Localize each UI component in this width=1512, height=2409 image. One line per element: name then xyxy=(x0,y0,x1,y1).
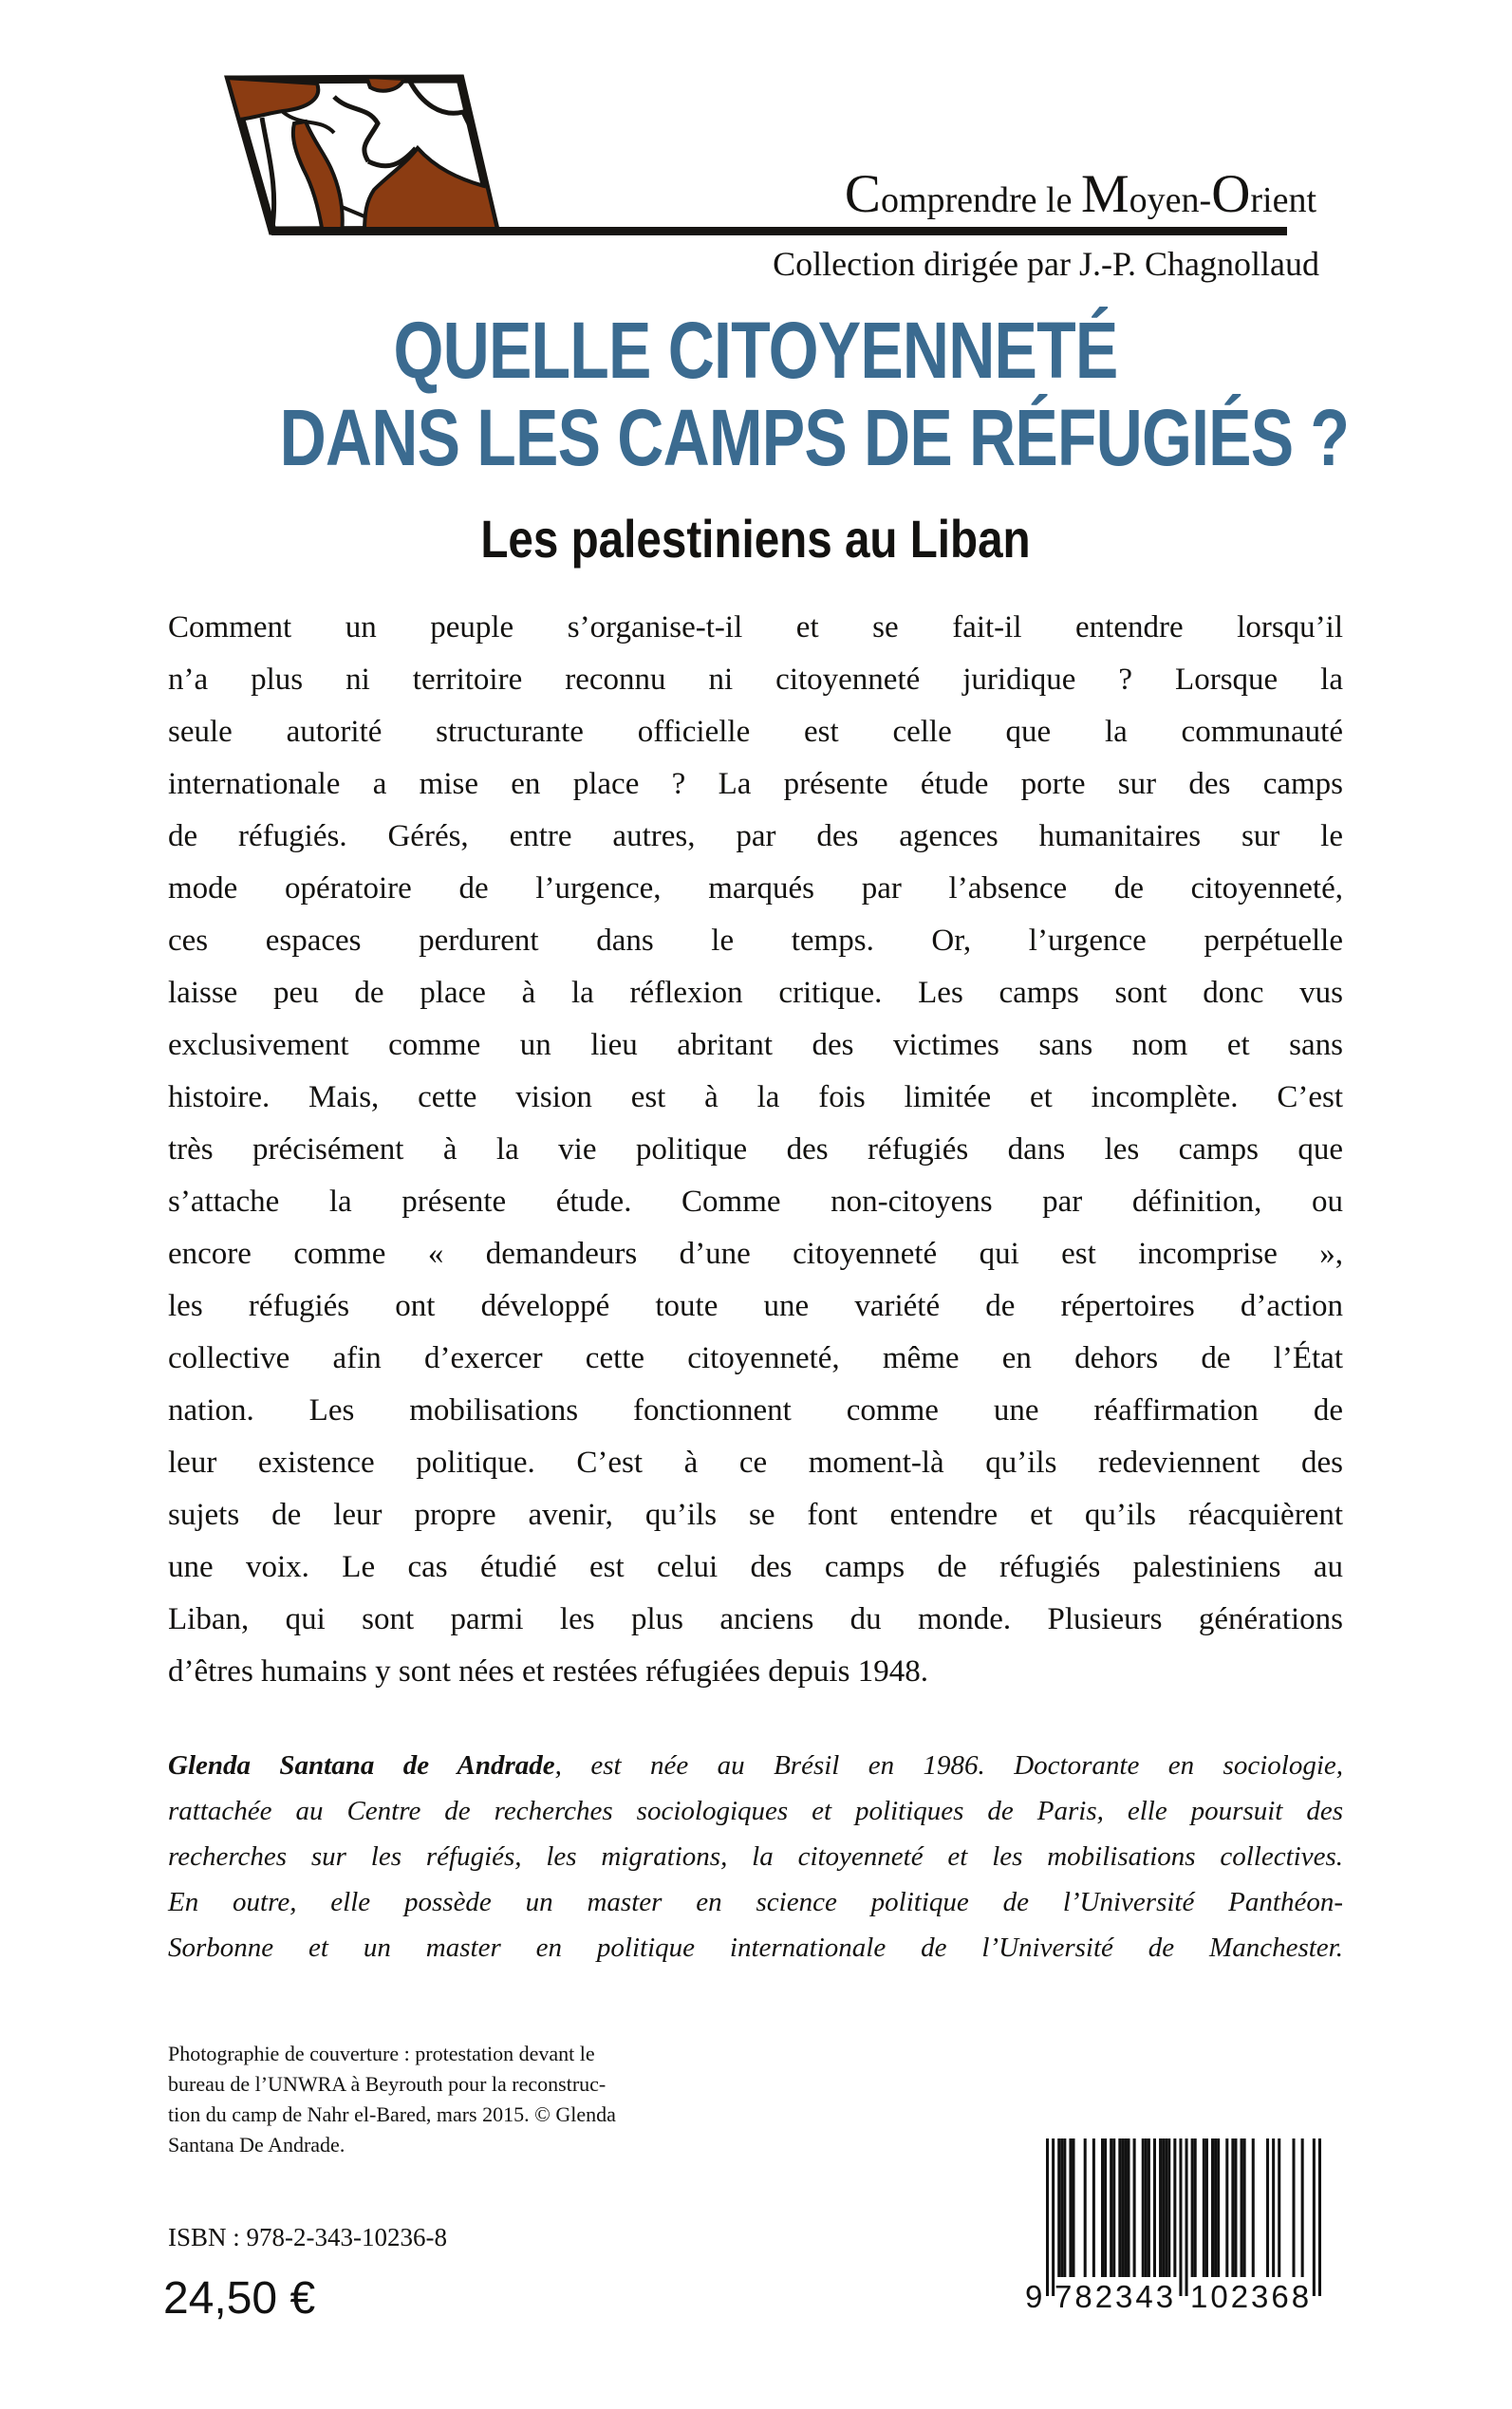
synopsis-line: leur existence politique. C’est à ce moment-là qu’ils redeviennent des xyxy=(168,1446,1343,1480)
book-title xyxy=(168,306,1350,482)
synopsis-line: ces espaces perdurent dans le temps. Or, l’urgence perpétuelle xyxy=(168,924,1343,958)
author-name: Glenda Santana de Andrade xyxy=(168,1750,555,1781)
cover-photo-credit xyxy=(168,2039,681,2160)
header-rule xyxy=(271,227,1287,235)
synopsis-line: n’a plus ni territoire reconnu ni citoyenneté juridique ? Lorsque la xyxy=(168,663,1343,697)
synopsis-line: exclusivement comme un lieu abritant des victimes sans nom et sans xyxy=(168,1028,1343,1062)
synopsis-line: encore comme « demandeurs d’une citoyenneté qui est incomprise », xyxy=(168,1237,1343,1271)
author-bio xyxy=(168,1743,1343,1970)
synopsis-line: Comment un peuple s’organise-t-il et se fait-il entendre lorsqu’il xyxy=(168,610,1343,644)
synopsis-line: seule autorité structurante officielle est celle que la communauté xyxy=(168,715,1343,749)
synopsis-line: histoire. Mais, cette vision est à la fois limitée et incomplète. C’est xyxy=(168,1080,1343,1114)
synopsis-line: les réfugiés ont développé toute une variété de répertoires d’action xyxy=(168,1289,1343,1323)
credit-line: tion du camp de Nahr el-Bared, mars 2015. © Glenda xyxy=(168,2102,616,2126)
barcode xyxy=(1025,2138,1329,2314)
author-bio-line: Sorbonne et un master en politique internationale de l’Université de Manchester. xyxy=(168,1933,1343,1963)
collection-logo-middle-east-map-icon xyxy=(224,74,501,237)
barcode-digits-right: 102368 xyxy=(1190,2279,1313,2314)
author-bio-line xyxy=(168,1743,1343,1788)
book-title-line2: DANS LES CAMPS DE RÉFUGIÉS ? xyxy=(279,393,1350,482)
synopsis-line: s’attache la présente étude. Comme non-citoyens par définition, ou xyxy=(168,1185,1343,1219)
barcode-digits-left: 782343 xyxy=(1055,2279,1177,2314)
synopsis-line: Liban, qui sont parmi les plus anciens du monde. Plusieurs générations xyxy=(168,1602,1343,1636)
book-subtitle: Les palestiniens au Liban xyxy=(480,509,1031,569)
author-bio-line: recherches sur les réfugiés, les migrations, la citoyenneté et les mobilisations collectives. xyxy=(168,1841,1343,1872)
collection-name: Comprendre le Moyen-Orient xyxy=(844,164,1316,224)
credit-line: Santana De Andrade. xyxy=(168,2133,345,2157)
author-bio-text: , est née au Brésil en 1986. Doctorante en sociologie, xyxy=(554,1750,1343,1781)
synopsis-line: très précisément à la vie politique des réfugiés dans les camps que xyxy=(168,1132,1343,1167)
credit-line: bureau de l’UNWRA à Beyrouth pour la reconstruc- xyxy=(168,2072,607,2096)
author-bio-line: En outre, elle possède un master en science politique de l’Université Panthéon- xyxy=(168,1887,1343,1917)
synopsis-line: laisse peu de place à la réflexion critique. Les camps sont donc vus xyxy=(168,976,1343,1010)
book-title-line1: QUELLE CITOYENNETÉ xyxy=(393,306,1118,395)
synopsis-line: de réfugiés. Gérés, entre autres, par des agences humanitaires sur le xyxy=(168,819,1343,853)
synopsis-line: internationale a mise en place ? La présente étude porte sur des camps xyxy=(168,767,1343,801)
synopsis-line: mode opératoire de l’urgence, marqués par l’absence de citoyenneté, xyxy=(168,871,1343,906)
synopsis-line: sujets de leur propre avenir, qu’ils se font entendre et qu’ils réacquièrent xyxy=(168,1498,1343,1532)
synopsis-line: une voix. Le cas étudié est celui des camps de réfugiés palestiniens au xyxy=(168,1550,1343,1584)
synopsis-line: d’êtres humains y sont nées et restées réfugiées depuis 1948. xyxy=(168,1654,928,1689)
isbn: ISBN : 978-2-343-10236-8 xyxy=(168,2223,447,2251)
price: 24,50 € xyxy=(163,2273,316,2324)
barcode-bars xyxy=(1046,2138,1321,2296)
collection-director: Collection dirigée par J.-P. Chagnollaud xyxy=(773,245,1319,283)
synopsis-line: collective afin d’exercer cette citoyenneté, même en dehors de l’État xyxy=(168,1341,1343,1375)
barcode-digit-lead: 9 xyxy=(1025,2279,1046,2314)
synopsis xyxy=(168,602,1343,1698)
credit-line: Photographie de couverture : protestation devant le xyxy=(168,2042,595,2065)
synopsis-line: nation. Les mobilisations fonctionnent comme une réaffirmation de xyxy=(168,1393,1343,1428)
author-bio-line: rattachée au Centre de recherches sociologiques et politiques de Paris, elle poursuit des xyxy=(168,1796,1343,1826)
